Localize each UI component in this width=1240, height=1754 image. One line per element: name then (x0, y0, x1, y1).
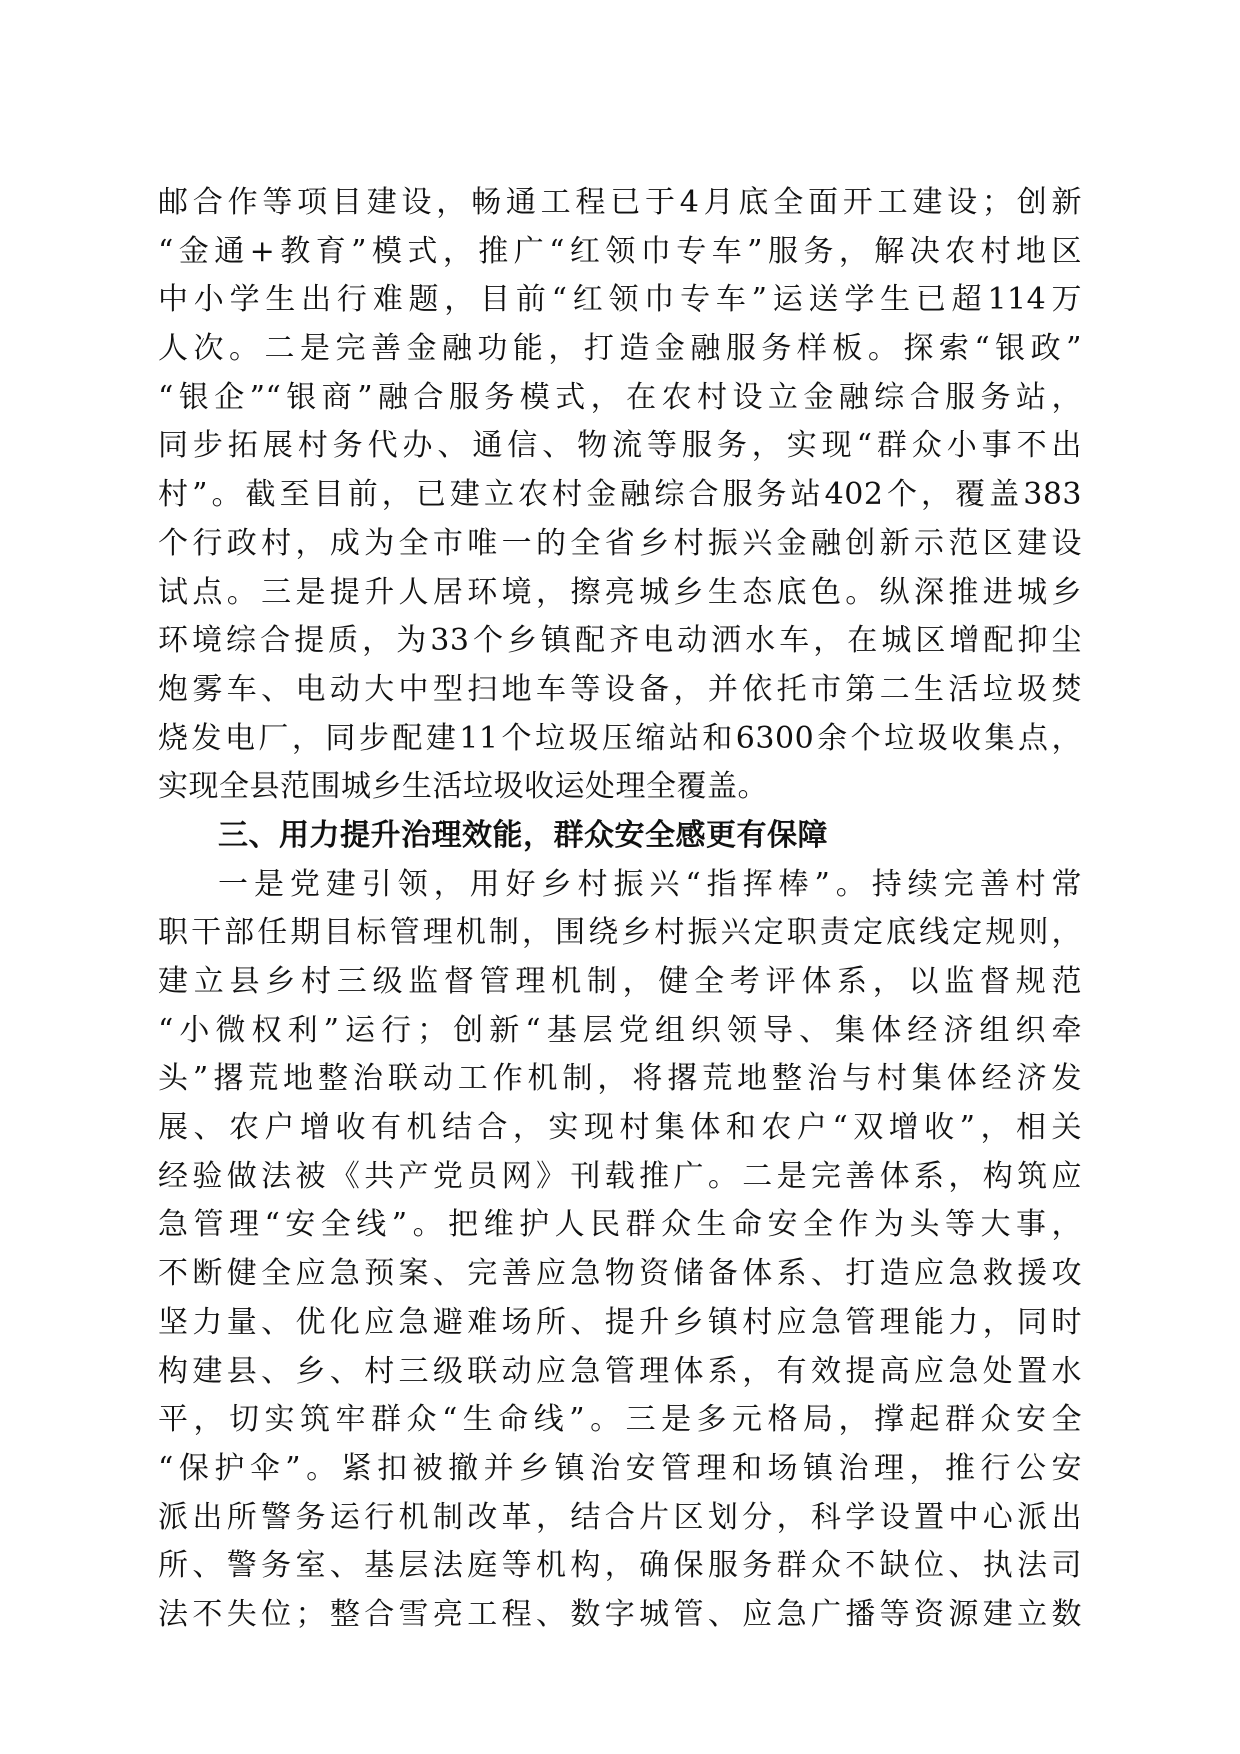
paragraph-line: 烧发电厂，同步配建11个垃圾压缩站和6300余个垃圾收集点， (158, 720, 1082, 756)
paragraph-line: 一是党建引领，用好乡村振兴“指挥棒”。持续完善村常 (218, 866, 1082, 902)
paragraph-line: 派出所警务运行机制改革，结合片区划分，科学设置中心派出 (158, 1499, 1082, 1535)
paragraph-line: 村”。截至目前，已建立农村金融综合服务站402个，覆盖383 (158, 477, 1082, 513)
paragraph-line: 个行政村，成为全市唯一的全省乡村振兴金融创新示范区建设 (158, 525, 1082, 561)
paragraph-line: 职干部任期目标管理机制，围绕乡村振兴定职责定底线定规则， (158, 915, 1082, 951)
paragraph-line: 建立县乡村三级监督管理机制，健全考评体系，以监督规范 (158, 964, 1082, 999)
paragraph-1 (158, 179, 1082, 812)
paragraph-line: 法不失位；整合雪亮工程、数字城管、应急广播等资源建立数 (158, 1596, 1082, 1632)
paragraph-2 (158, 861, 1082, 1640)
paragraph-line: 所、警务室、基层法庭等机构，确保服务群众不缺位、执法司 (158, 1548, 1082, 1584)
paragraph-line: 展、农户增收有机结合，实现村集体和农户“双增收”，相关 (158, 1110, 1082, 1146)
paragraph-line: “小微权利”运行；创新“基层党组织领导、集体经济组织牵 (158, 1012, 1082, 1048)
paragraph-line: 实现全县范围城乡生活垃圾收运处理全覆盖。 (158, 769, 768, 805)
paragraph-line: “保护伞”。紧扣被撤并乡镇治安管理和场镇治理，推行公安 (158, 1450, 1082, 1486)
paragraph-line: 人次。二是完善金融功能，打造金融服务样板。探索“银政” (158, 331, 1082, 367)
paragraph-line: 头”撂荒地整治联动工作机制，将撂荒地整治与村集体经济发 (158, 1061, 1082, 1097)
paragraph-line: 试点。三是提升人居环境，擦亮城乡生态底色。纵深推进城乡 (158, 574, 1082, 610)
paragraph-line: 同步拓展村务代办、通信、物流等服务，实现“群众小事不出 (158, 428, 1082, 464)
paragraph-line: 中小学生出行难题，目前“红领巾专车”运送学生已超114万 (158, 282, 1082, 318)
section-heading: 三、用力提升治理效能，群众安全感更有保障 (218, 817, 828, 853)
body-text (158, 179, 1082, 1640)
paragraph-line: 急管理“安全线”。把维护人民群众生命安全作为头等大事， (158, 1207, 1082, 1243)
paragraph-line: 不断健全应急预案、完善应急物资储备体系、打造应急救援攻 (158, 1256, 1082, 1292)
paragraph-line: “金通+教育”模式，推广“红领巾专车”服务，解决农村地区 (158, 233, 1082, 269)
paragraph-line: 经验做法被《共产党员网》刊载推广。二是完善体系，构筑应 (158, 1158, 1082, 1194)
paragraph-line: 构建县、乡、村三级联动应急管理体系，有效提高应急处置水 (158, 1353, 1082, 1389)
paragraph-line: 平，切实筑牢群众“生命线”。三是多元格局，撑起群众安全 (158, 1402, 1082, 1438)
paragraph-line: “银企”“银商”融合服务模式，在农村设立金融综合服务站， (158, 379, 1082, 415)
paragraph-line: 坚力量、优化应急避难场所、提升乡镇村应急管理能力，同时 (158, 1304, 1082, 1340)
paragraph-line: 邮合作等项目建设，畅通工程已于4月底全面开工建设；创新 (158, 185, 1082, 220)
paragraph-line: 环境综合提质，为33个乡镇配齐电动洒水车，在城区增配抑尘 (158, 623, 1082, 659)
paragraph-line: 炮雾车、电动大中型扫地车等设备，并依托市第二生活垃圾焚 (158, 671, 1082, 707)
